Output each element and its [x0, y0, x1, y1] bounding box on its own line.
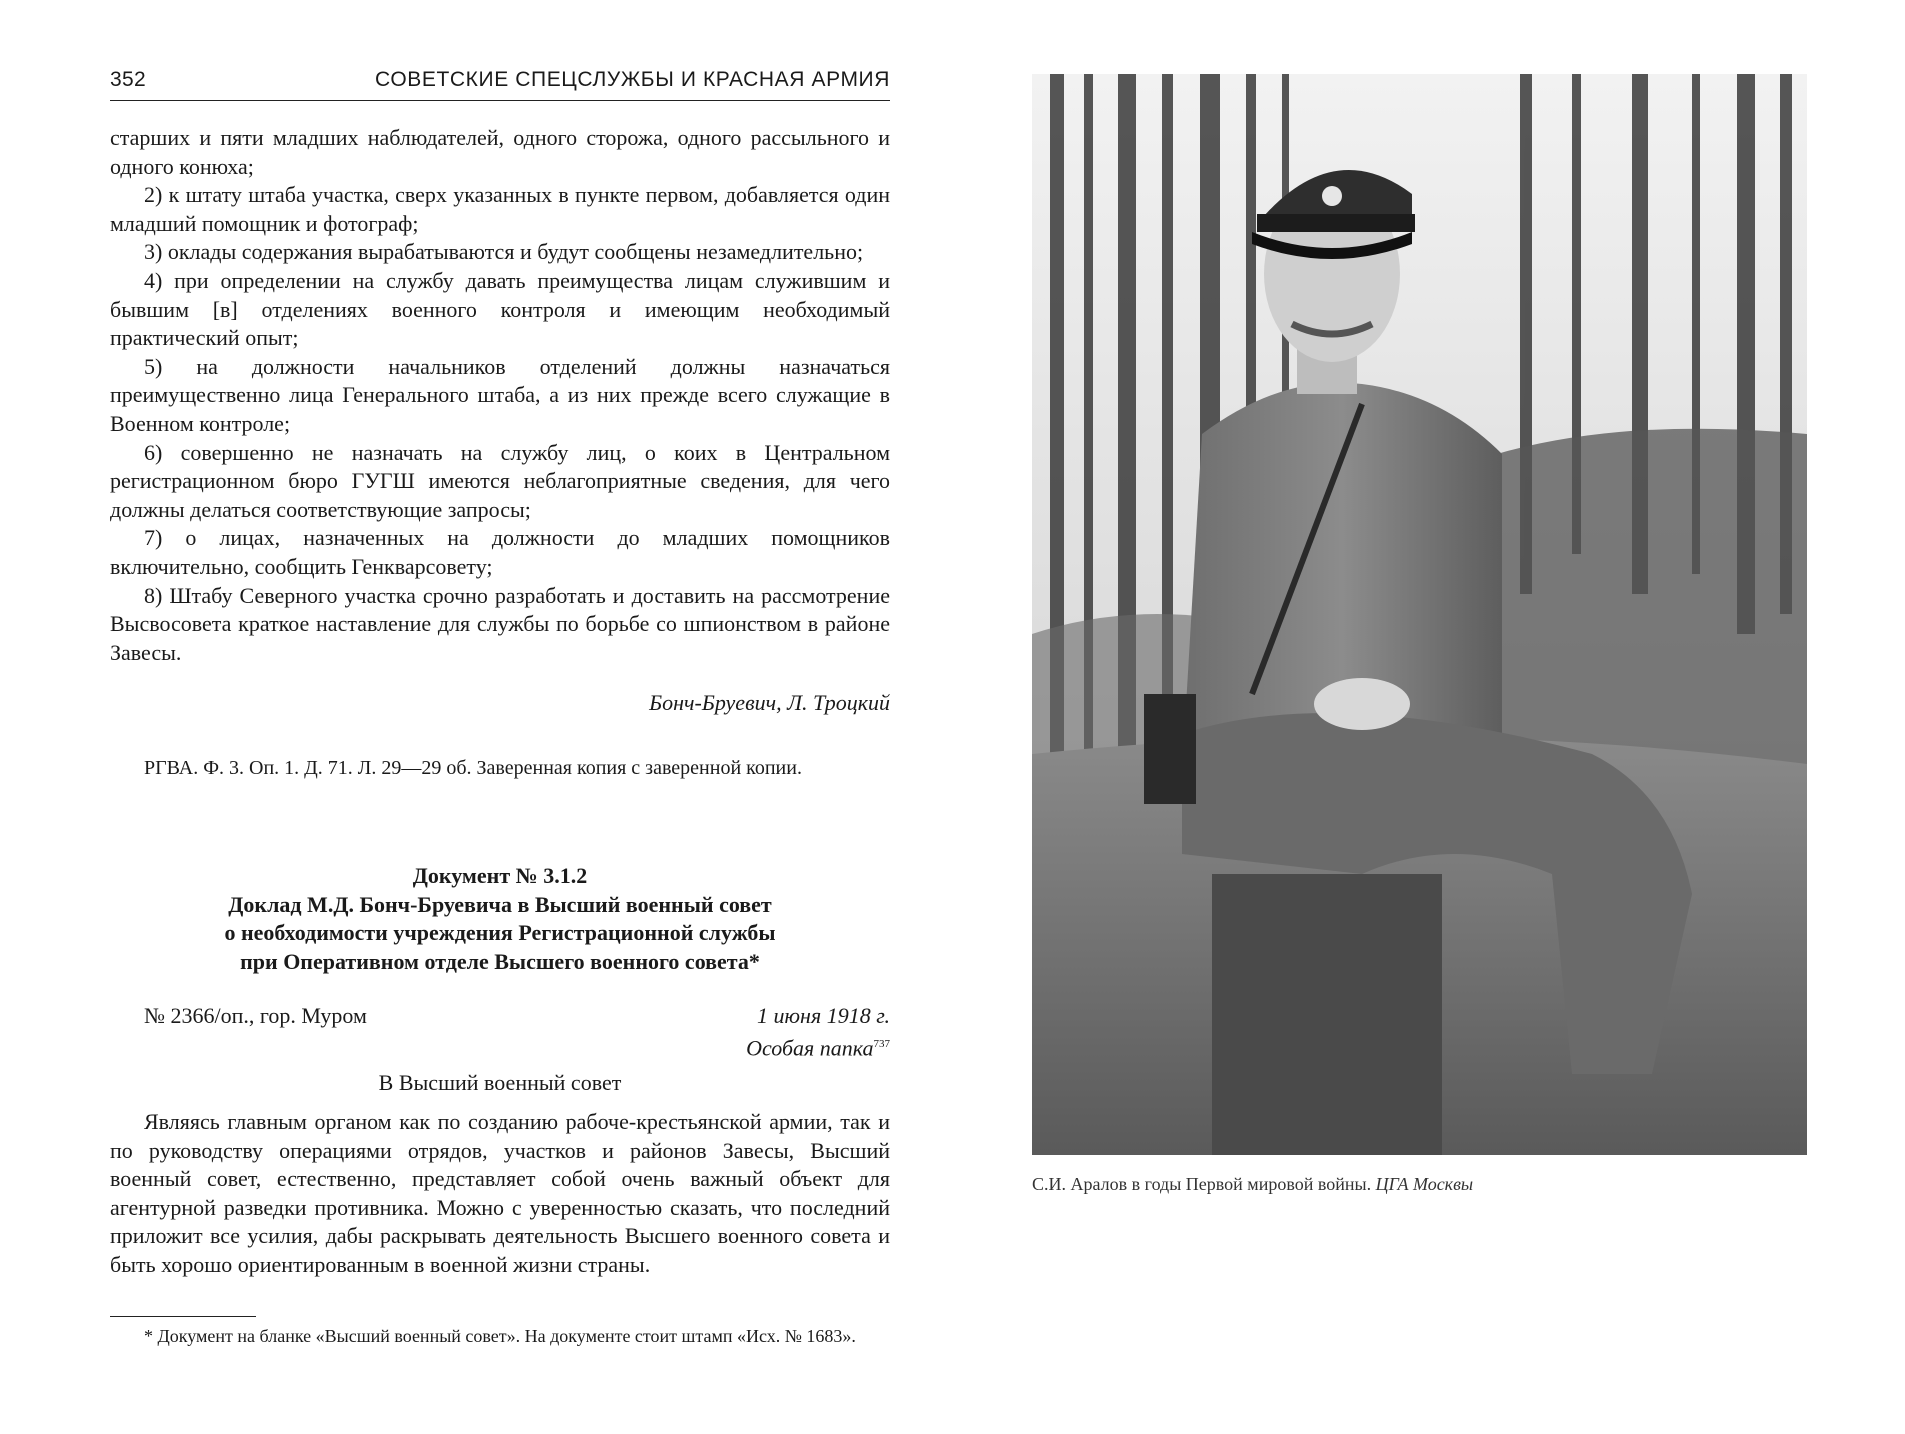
order-item-3: 3) оклады содержания вырабатываются и будут сообщены незамедлительно; [144, 239, 864, 265]
signature: Бонч-Бруевич, Л. Троцкий [649, 690, 890, 715]
photo-illustration [1032, 74, 1807, 1155]
document-title-line-2: о необходимости учреждения Регистрационной службы [224, 920, 776, 946]
caption-source: ЦГА Москвы [1375, 1174, 1474, 1194]
document-title-line-1: Доклад М.Д. Бонч-Бруевича в Высший военный совет [228, 891, 772, 917]
right-page [920, 0, 1905, 1434]
registration-number: № 2366/оп., гор. Муром [144, 1003, 367, 1028]
running-title: СОВЕТСКИЕ СПЕЦСЛУЖБЫ И КРАСНАЯ АРМИЯ [375, 68, 890, 91]
order-item-2: 2) к штату штаба участка, сверх указанных в пункте первом, добавляется один младший помощник и фотограф; [110, 182, 890, 236]
photo-caption [1032, 1174, 1807, 1195]
note-ref: 737 [873, 1038, 890, 1050]
document-number: Документ № 3.1.2 [412, 863, 588, 888]
document-date: 1 июня 1918 г. [757, 1003, 890, 1028]
order-item-4: 4) при определении на службу давать преимущества лицам служившим и бывшим [в] отделениях военного контроля и имеющим необходимый практический опыт; [110, 267, 890, 351]
running-head [110, 66, 890, 101]
order-item-8: 8) Штабу Северного участка срочно разработать и доставить на рассмотрение Высвосовета краткое наставление для службы по борьбе со шпионством в районе Завесы. [110, 582, 890, 665]
left-page [0, 0, 920, 1434]
order-item-7: 7) о лицах, назначенных на должности до младших помощников включительно, сообщить Генкварсовету; [110, 525, 890, 579]
classification: Особая папка [746, 1035, 874, 1061]
footnote-rule [110, 1316, 256, 1317]
document-date-block [746, 1002, 890, 1062]
paragraph-continuation: старших и пяти младших наблюдателей, одного сторожа, одного рассыльного и одного конюха; [110, 125, 890, 179]
order-items-text [110, 124, 890, 667]
order-item-6: 6) совершенно не назначать на службу лиц, о коих в Центральном регистрационном бюро ГУГШ имеются неблагоприятные сведения, для чего должны делаться соответствующие запросы; [110, 439, 890, 522]
page-number: 352 [110, 68, 146, 91]
portrait-photo [1032, 74, 1807, 1155]
archive-reference: РГВА. Ф. 3. Оп. 1. Д. 71. Л. 29—29 об. Заверенная копия с заверенной копии. [144, 757, 802, 779]
addressee: В Высший военный совет [378, 1070, 622, 1095]
report-body [110, 1108, 890, 1280]
order-item-5: 5) на должности начальников отделений должны назначаться преимущественно лица Генерального штаба, а из них прежде всего служащие в Военном контроле; [110, 353, 890, 436]
caption-text: С.И. Аралов в годы Первой мировой войны. [1032, 1174, 1372, 1194]
footnote: * Документ на бланке «Высший военный совет». На документе стоит штамп «Исх. № 1683». [144, 1326, 856, 1346]
report-paragraph: Являясь главным органом как по созданию рабоче-крестьянской армии, так и по руководству операциями отрядов, участков и районов Завесы, Высший военный совет, естественно, представляет собой очень важный объект для агентурной разведки противника. Можно с уверенностью сказать, что последний приложит все усилия, дабы раскрывать деятельность Высшего военного совета и быть хорошо ориентированным в военной жизни страны. [110, 1109, 890, 1277]
document-heading [110, 862, 890, 976]
document-title-line-3: при Оперативном отделе Высшего военного совета* [240, 948, 760, 974]
